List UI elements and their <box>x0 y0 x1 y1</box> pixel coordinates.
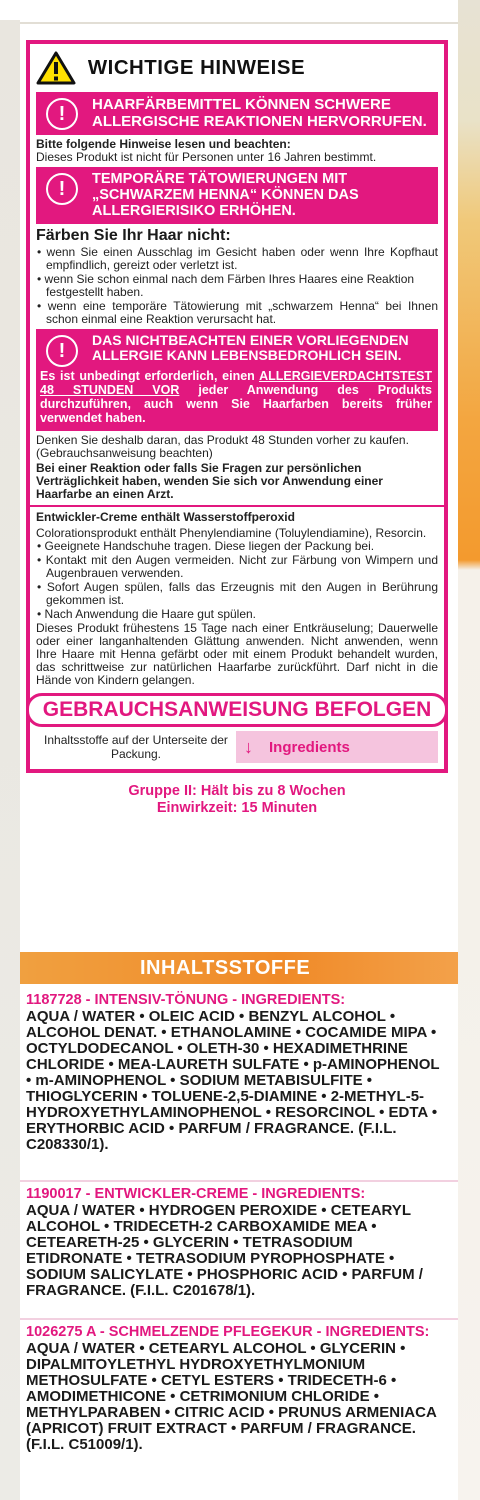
note-consult-doctor: Bei einer Reaktion oder falls Sie Fragen zur persönlichen Verträglichkeit haben, wenden Sie sich vor Anwendung einer Haarfarbe an einen Arzt. <box>36 461 383 501</box>
ingredients-section-title: 1026275 A - SCHMELZENDE PFLEGEKUR - INGREDIENTS: <box>26 1324 430 1340</box>
follow-instructions-banner: GEBRAUCHSANWEISUNG BEFOLGEN <box>26 693 448 727</box>
divider <box>20 1180 458 1182</box>
list-item: • Geeignete Handschuhe tragen. Diese liegen der Packung bei. <box>37 539 375 553</box>
ingredients-section-1 <box>26 992 446 1153</box>
list-item: • wenn Sie schon einmal nach dem Färben Ihres Haares eine Reaktion festgestellt haben. <box>37 272 415 299</box>
list-item: • wenn eine temporäre Tätowierung mit „schwarzem Henna“ bei Ihnen schon einmal eine Reaktion verursacht hat. <box>37 299 438 326</box>
package-left-side <box>0 0 20 1500</box>
note-read-instructions: Bitte folgende Hinweise lesen und beachten: <box>36 137 291 151</box>
warning-triangle-icon <box>36 51 76 85</box>
allergy-test-emphasis: ALLERGIEVERDACHTSTEST 48 STUNDEN VOR <box>40 369 432 397</box>
note-age-limit: Dieses Produkt ist nicht für Personen unter 16 Jahren bestimmt. <box>36 150 377 164</box>
ingredients-section-title: 1190017 - ENTWICKLER-CREME - INGREDIENTS: <box>26 1186 366 1202</box>
developer-text: Colorationsprodukt enthält Phenylendiamine (Toluylendiamine), Resorcin. <box>36 526 427 540</box>
warning-panel <box>26 40 448 817</box>
alert-life-threatening-text: DAS NICHTBEACHTEN EINER VORLIEGENDEN ALLERGIE KANN LEBENSBEDROHLICH SEIN. <box>92 332 409 363</box>
allergy-test-instructions <box>40 369 432 425</box>
ingredients-title-bar <box>20 952 458 984</box>
ingredients-reference-row <box>36 731 438 763</box>
note-buy-ahead: Denken Sie deshalb daran, das Produkt 48 Stunden vorher zu kaufen. (Gebrauchsanweisung beachten) <box>36 433 409 460</box>
divider <box>20 1318 458 1320</box>
list-item: • Kontakt mit den Augen vermeiden. Nicht zur Färbung von Wimpern und Augenbrauen verwenden. <box>37 553 438 580</box>
alert-henna-text: TEMPORÄRE TÄTOWIERUNGEN MIT „SCHWARZEM HENNA“ KÖNNEN DAS ALLERGIERISIKO ERHÖHEN. <box>92 171 359 219</box>
list-item: • Sofort Augen spülen, falls das Erzeugnis mit den Augen in Berührung gekommen ist. <box>37 580 438 607</box>
ingredients-section-body: AQUA / WATER • OLEIC ACID • BENZYL ALCOHOL • ALCOHOL DENAT. • ETHANOLAMINE • COCAMIDE MIPA • OCTYLDODECANOL • OLETH-30 • HEXADIMETHRINE CHLORIDE • MEA-LAURETH SULFATE • p-AMINOPHENOL • m-AMINOPHENOL • SODIUM METABISULFITE • THIOGLYCERIN • TOLUENE-2,5-DIAMINE • 2-METHYL-5-HYDROXYETHYLAMINOPHENOL • RESORCINOL • EDTA • ERYTHORBIC ACID • PARFUM / FRAGRANCE. (F.I.L. C208330/1). <box>26 1008 440 1153</box>
ingredients-section-title: 1187728 - INTENSIV-TÖNUNG - INGREDIENTS: <box>26 992 346 1008</box>
ingredients-link-label: Ingredients <box>269 738 350 756</box>
gruppe-info <box>26 783 448 817</box>
package-right-side <box>458 0 480 1500</box>
alert-life-threatening <box>36 329 438 431</box>
alert-henna <box>36 167 438 224</box>
exclamation-circle-icon: ! <box>46 335 78 367</box>
allergy-test-text-b: jeder Anwendung des Produkts durchzuführen, auch wenn Sie Haarfarben bereits früher verwendet haben. <box>40 383 432 425</box>
ingredients-section-body: AQUA / WATER • HYDROGEN PEROXIDE • CETEARYL ALCOHOL • TRIDECETH-2 CARBOXAMIDE MEA • CETEARETH-25 • GLYCERIN • TETRASODIUM ETIDRONATE • TETRASODIUM PYROPHOSPHATE • SODIUM SALICYLATE • PHOSPHORIC ACID • PARFUM / FRAGRANCE. (F.I.L. C201678/1). <box>26 1202 423 1299</box>
alert-allergy-text: HAARFÄRBEMITTEL KÖNNEN SCHWERE ALLERGISCHE REAKTIONEN HERVORRUFEN. <box>92 96 427 130</box>
warning-header <box>36 48 438 88</box>
allergy-test-text-a: Es ist unbedingt erforderlich, einen <box>40 369 260 383</box>
ingredients-link <box>236 731 438 763</box>
developer-paragraph: Dieses Produkt frühestens 15 Tage nach einer Entkräuselung; Dauerwelle oder einer langanhaltenden Glättung anwenden. Nicht anwenden, wenn Ihre Haare mit Henna gefärbt oder mit einem Produkt behandelt wurden, das schrittweise zur natürlichen Haarfarbe zurückführt. Darf nicht in die Hände von Kindern gelangen. <box>36 621 438 687</box>
ingredients-section-3 <box>26 1324 446 1453</box>
list-item: • wenn Sie einen Ausschlag im Gesicht haben oder wenn Ihre Kopfhaut empfindlich, gereizt oder verletzt ist. <box>37 245 438 272</box>
exclamation-circle-icon: ! <box>46 98 78 130</box>
ingredients-section-2 <box>26 1186 446 1299</box>
developer-heading: Entwickler-Creme enthält Wasserstoffperoxid <box>36 510 295 524</box>
exclamation-circle-icon: ! <box>46 173 78 205</box>
alert-allergy <box>36 92 438 135</box>
ingredients-title: INHALTSSTOFFE <box>140 956 311 979</box>
ingredients-section-body: AQUA / WATER • CETEARYL ALCOHOL • GLYCERIN • DIPALMITOYLETHYL HYDROXYETHYLMONIUM METHOSULFATE • CETYL ESTERS • TRIDECETH-6 • AMODIMETHICONE • CETRIMONIUM CHLORIDE • METHYLPARABEN • CITRIC ACID • PRUNUS ARMENIACA (APRICOT) FRUIT EXTRACT • PARFUM / FRAGRANCE. (F.I.L. C51009/1). <box>26 1340 437 1453</box>
gruppe-duration: Gruppe II: Hält bis zu 8 Wochen <box>128 783 346 799</box>
ingredients-location-note: Inhaltsstoffe auf der Unterseite der Packung. <box>44 733 228 761</box>
gruppe-time: Einwirkzeit: 15 Minuten <box>156 800 318 816</box>
arrow-down-icon: ↓ <box>244 736 253 757</box>
warning-title: WICHTIGE HINWEISE <box>87 56 306 79</box>
do-not-dye-heading: Färben Sie Ihr Haar nicht: <box>36 227 231 244</box>
warning-box <box>26 40 448 773</box>
package-top-edge <box>0 0 480 24</box>
list-item: • Nach Anwendung die Haare gut spülen. <box>37 607 257 621</box>
divider <box>30 505 444 507</box>
